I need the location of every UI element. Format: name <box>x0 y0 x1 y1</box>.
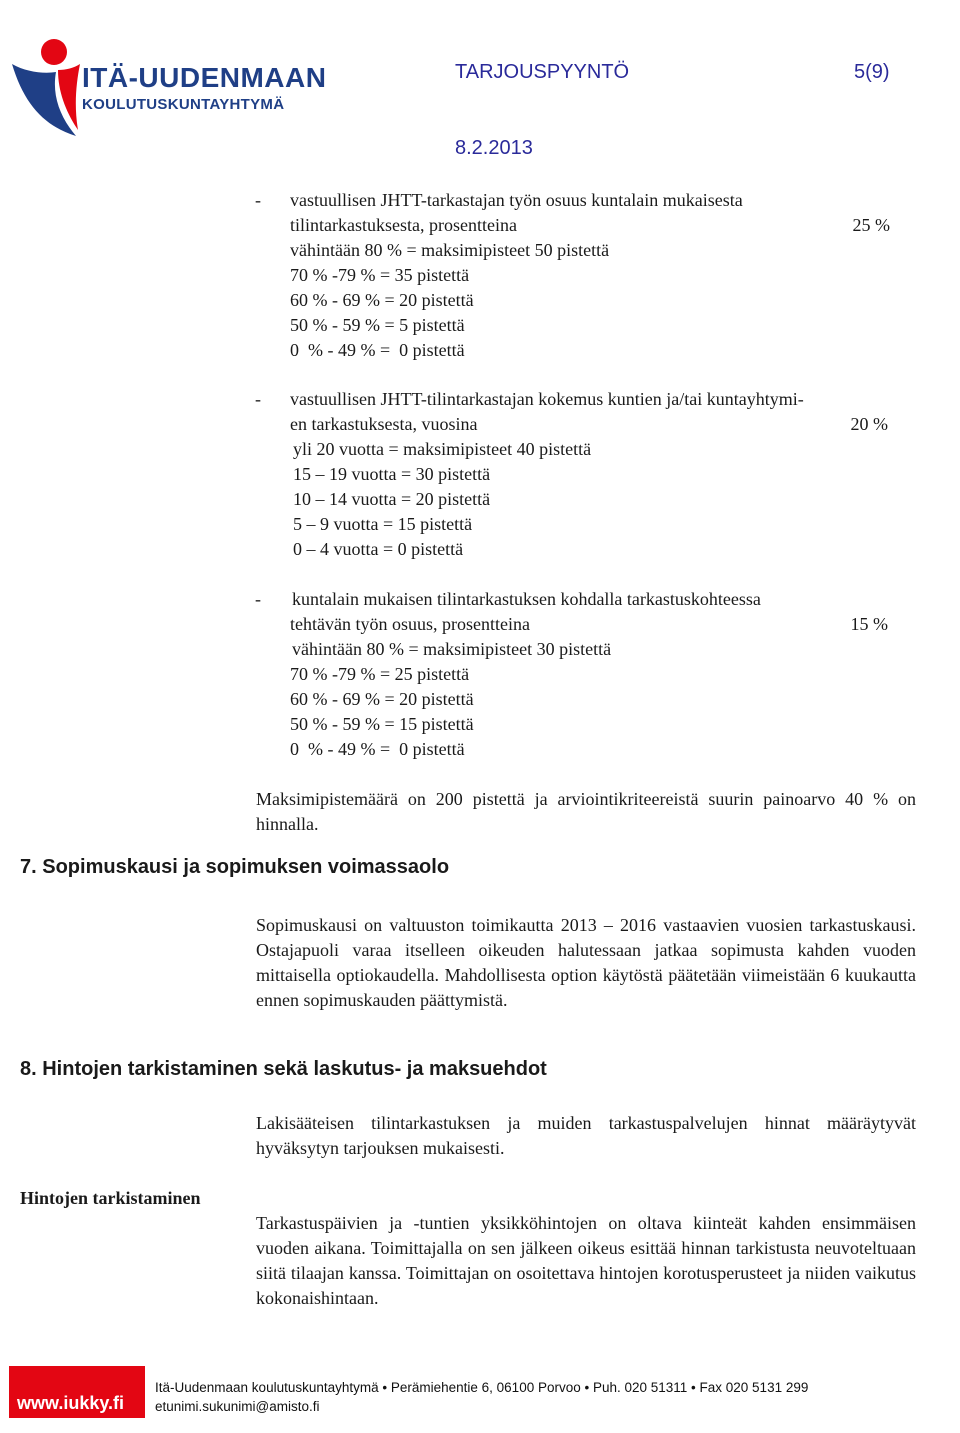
score-item: 60 % - 69 % = 20 pistettä <box>290 689 474 709</box>
criterion-weight: 20 % <box>850 414 888 434</box>
org-name-line1: ITÄ-UUDENMAAN <box>82 62 327 93</box>
criterion-text: vastuullisen JHTT-tilintarkastajan kokemus kuntien ja/tai kuntayhtymi- <box>290 389 804 409</box>
criterion-text: tehtävän työn osuus, prosentteina <box>290 614 530 634</box>
document-title: TARJOUSPYYNTÖ <box>455 61 630 83</box>
org-name-line2: KOULUTUSKUNTAYHTYMÄ <box>82 96 285 113</box>
score-item: vähintään 80 % = maksimipisteet 50 pistettä <box>290 240 610 260</box>
criterion-weight: 25 % <box>852 215 890 235</box>
score-item: 50 % - 59 % = 5 pistettä <box>290 315 465 335</box>
criterion-text: vastuullisen JHTT-tarkastajan työn osuus kuntalain mukaisesta <box>290 190 743 210</box>
page-number: 5(9) <box>854 61 890 83</box>
score-item: 15 – 19 vuotta = 30 pistettä <box>293 464 491 484</box>
score-item: 5 – 9 vuotta = 15 pistettä <box>293 514 473 534</box>
list-dash: - <box>255 589 261 609</box>
list-dash: - <box>255 190 261 210</box>
score-item: 70 % -79 % = 35 pistettä <box>290 265 470 285</box>
criterion-text: tilintarkastuksesta, prosentteina <box>290 215 517 235</box>
score-item: 60 % - 69 % = 20 pistettä <box>290 290 474 310</box>
side-label: Hintojen tarkistaminen <box>20 1188 201 1208</box>
criterion-text: kuntalain mukaisen tilintarkastuksen kohdalla tarkastuskohteessa <box>292 589 761 609</box>
score-item: yli 20 vuotta = maksimipisteet 40 pistettä <box>293 439 592 459</box>
document-date: 8.2.2013 <box>455 137 533 159</box>
criterion-weight: 15 % <box>850 614 888 634</box>
score-item: 0 % - 49 % = 0 pistettä <box>290 340 465 360</box>
section-heading: 8. Hintojen tarkistaminen sekä laskutus- ja maksuehdot <box>20 1058 547 1080</box>
criterion-text: en tarkastuksesta, vuosina <box>290 414 478 434</box>
footer-url[interactable]: www.iukky.fi <box>17 1393 125 1413</box>
footer-address: Itä-Uudenmaan koulutuskuntayhtymä • Perämiehentie 6, 06100 Porvoo • Puh. 020 51311 • Fax 020 5131 299 <box>155 1380 809 1395</box>
list-dash: - <box>255 389 261 409</box>
section-paragraph: Sopimuskausi on valtuuston toimikautta 2013 – 2016 vastaavien vuosien tarkastuskausi. Ostajapuoli varaa itselleen oikeuden halutessaan jatkaa sopimusta kahden vuoden mittaisella optiokaudella. Mahdollisesta option käytöstä päätetään viimeistään 6 kuukautta ennen sopimuskauden päättymistä. <box>256 915 916 1010</box>
max-points-paragraph: Maksimipistemäärä on 200 pistettä ja arviointikriteereistä suurin painoarvo 40 % on hinnalla. <box>256 789 916 834</box>
section-heading: 7. Sopimuskausi ja sopimuksen voimassaolo <box>20 856 450 878</box>
score-item: 0 % - 49 % = 0 pistettä <box>290 739 465 759</box>
score-item: vähintään 80 % = maksimipisteet 30 pistettä <box>292 639 612 659</box>
section-paragraph: Lakisääteisen tilintarkastuksen ja muiden tarkastuspalvelujen hinnat määräytyvät hyväksytyn tarjouksen mukaisesti. <box>256 1113 916 1158</box>
score-item: 0 – 4 vuotta = 0 pistettä <box>293 539 464 559</box>
score-item: 10 – 14 vuotta = 20 pistettä <box>293 489 491 509</box>
section-paragraph: Tarkastuspäivien ja -tuntien yksikköhintojen on oltava kiinteät kahden ensimmäisen vuoden aikana. Toimittajalla on sen jälkeen oikeus esittää hinnan tarkistusta neuvoteltuaan siitä tilaajan kanssa. Toimittajan on osoitettava hintojen korotusperusteet ja niiden vaikutus kokonaishintaan. <box>256 1213 916 1308</box>
score-item: 70 % -79 % = 25 pistettä <box>290 664 470 684</box>
footer-email[interactable]: etunimi.sukunimi@amisto.fi <box>155 1399 320 1414</box>
score-item: 50 % - 59 % = 15 pistettä <box>290 714 474 734</box>
